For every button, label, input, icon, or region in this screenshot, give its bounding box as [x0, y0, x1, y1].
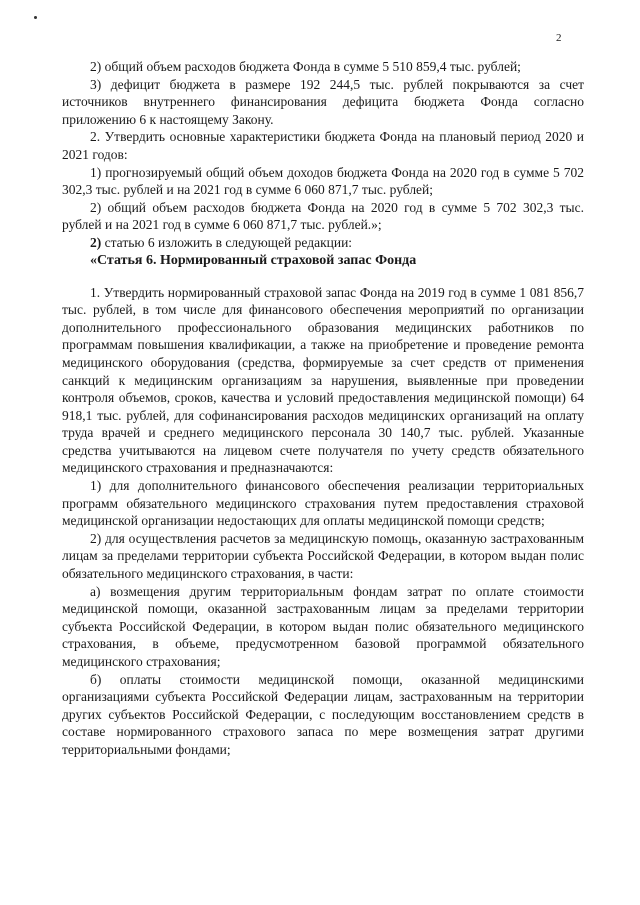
document-body — [62, 58, 584, 759]
amendment-text: статью 6 изложить в следующей редакции: — [101, 234, 353, 250]
article-paragraph: 2) для осуществления расчетов за медицинскую помощь, оказанную застрахованным лицам за пределами территории субъекта Российской Федерации, в котором выдан полис обязательного медицинского страхования, в части: — [62, 530, 584, 582]
paragraph: 2. Утвердить основные характеристики бюджета Фонда на плановый период 2020 и 2021 годов: — [62, 129, 584, 162]
paragraph: 1) прогнозируемый общий объем доходов бюджета Фонда на 2020 год в сумме 5 702 302,3 тыс. рублей и на 2021 год в сумме 6 060 871,7 тыс. рублей; — [62, 164, 584, 198]
paragraph: 3) дефицит бюджета в размере 192 244,5 тыс. рублей покрываются за счет источников внутреннего финансирования дефицита бюджета Фонда согласно приложению 6 к настоящему Закону. — [62, 76, 584, 127]
paragraph: 2) общий объем расходов бюджета Фонда в сумме 5 510 859,4 тыс. рублей; — [90, 59, 521, 74]
article-paragraph: 1) для дополнительного финансового обеспечения реализации территориальных программ обязательного медицинского страхования путем предоставления страховой медицинской организации недостающих для оплаты медицинской помощи средств; — [62, 478, 584, 529]
amendment-item — [62, 234, 584, 252]
scan-speck — [34, 16, 37, 19]
amendment-number: 2) — [90, 234, 102, 250]
article-paragraph: а) возмещения другим территориальным фондам затрат по оплате стоимости медицинской помощи, оказанной застрахованным лицам за пределами территории субъекта Российской Федерации, в котором выдан полис обязательного медицинского страхования, в объеме, предусмотренном базовой программой обязательного медицинского страхования; — [62, 583, 584, 669]
article-paragraph: б) оплаты стоимости медицинской помощи, оказанной медицинскими организациями субъекта Российской Федерации лицам, застрахованным на территории других субъектов Российской Федерации, с последующим восстановлением средств в составе нормированного страхового запаса по мере возмещения затрат другими территориальными фондами; — [62, 671, 584, 757]
page-number: 2 — [556, 32, 562, 44]
paragraph: 2) общий объем расходов бюджета Фонда на 2020 год в сумме 5 702 302,3 тыс. рублей и на 2021 год в сумме 6 060 871,7 тыс. рублей.»; — [62, 199, 584, 233]
article-paragraph: 1. Утвердить нормированный страховой запас Фонда на 2019 год в сумме 1 081 856,7 тыс. рублей, в том числе для финансового обеспечения мероприятий по организации дополнительного профессионального образования медицинских работников по программам повышения квалификации, а также на приобретение и проведение ремонта медицинского оборудования (средства, формируемые за счет средств от применения санкций к медицинским организациям за нарушения, выявленные при проведении контроля объемов, сроков, качества и условий предоставления медицинской помощи) 64 918,1 тыс. рублей, для софинансирования расходов медицинских организаций на оплату труда врачей и среднего медицинского персонала 30 140,7 тыс. рублей. Указанные средства учитываются на лицевом счете получателя по учету средств обязательного медицинского страхования и предназначаются: — [62, 284, 584, 476]
article-title: «Статья 6. Нормированный страховой запас Фонда — [90, 252, 417, 268]
